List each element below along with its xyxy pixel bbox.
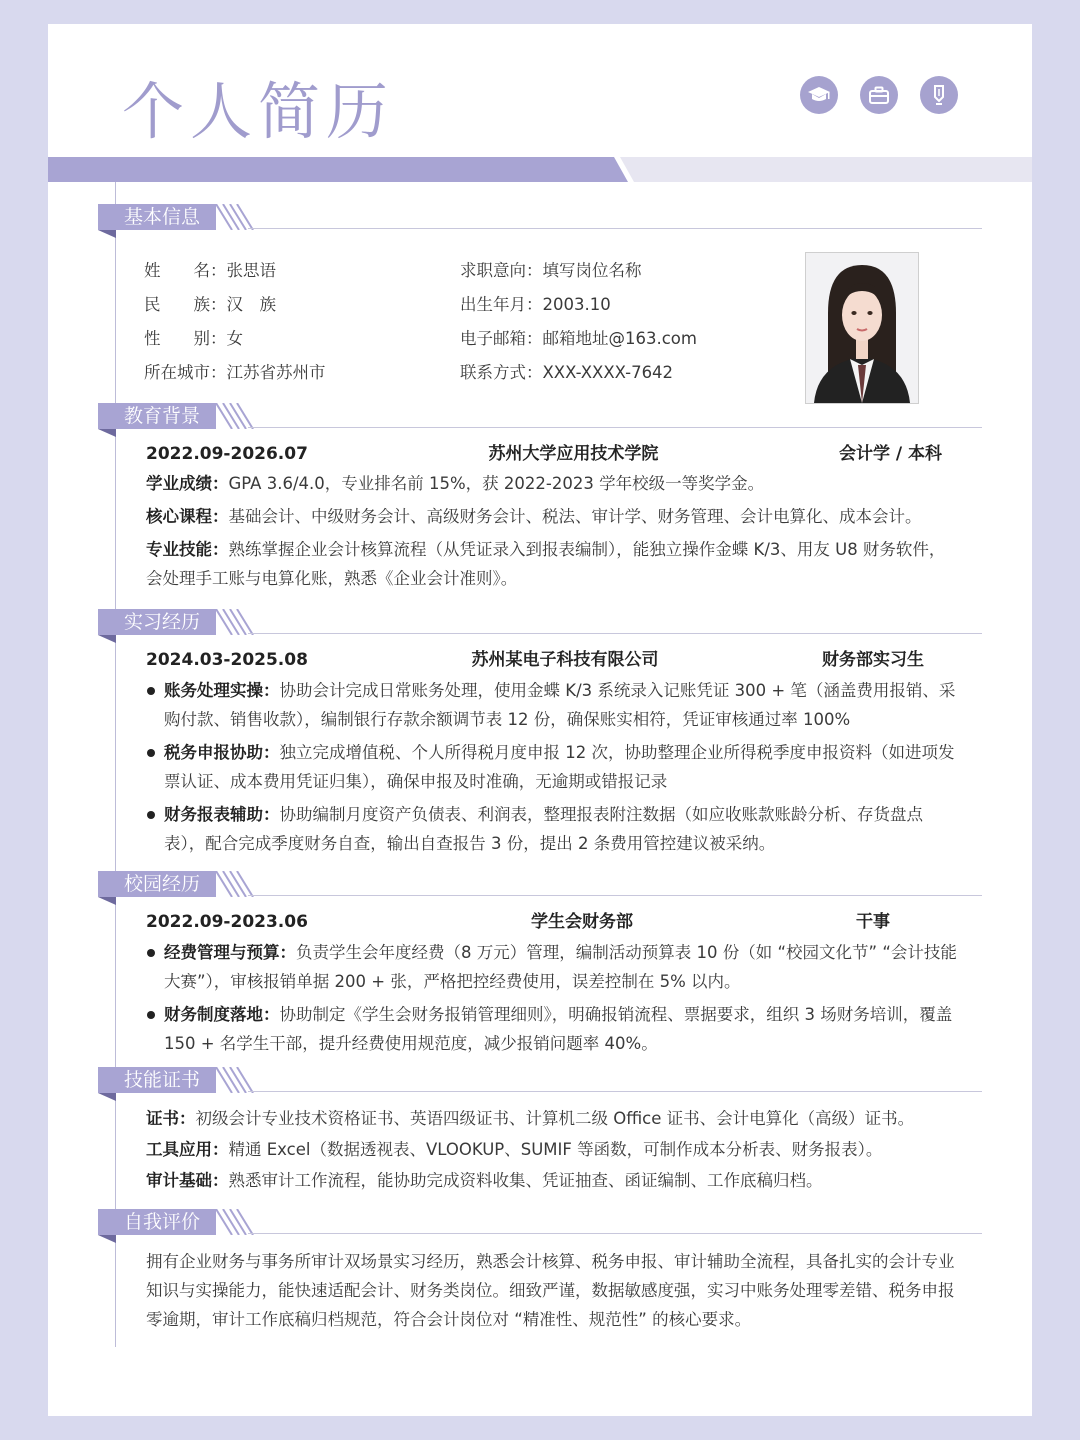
section-header bbox=[98, 609, 982, 637]
city-value: 江苏省苏州市 bbox=[226, 363, 326, 382]
gender-value: 女 bbox=[226, 329, 243, 348]
section-rule bbox=[248, 895, 982, 896]
education-period: 2022.09-2026.07 bbox=[146, 444, 308, 464]
list-item: 税务申报协助：独立完成增值税、个人所得税月度申报 12 次，协助整理企业所得税季度申报资料（如进项发票认证、成本费用凭证归集），确保申报及时准确，无逾期或错报记录 bbox=[164, 738, 960, 796]
section-rule bbox=[248, 633, 982, 634]
profile-photo bbox=[805, 252, 919, 404]
stripes-decoration bbox=[210, 1067, 258, 1093]
resume-page bbox=[48, 24, 1032, 1416]
section-title: 教育背景 bbox=[98, 403, 216, 429]
stripes-decoration bbox=[210, 1209, 258, 1235]
campus-period: 2022.09-2023.06 bbox=[146, 912, 308, 932]
name-label: 姓 名： bbox=[144, 261, 227, 280]
info-row bbox=[144, 320, 764, 354]
header-band bbox=[48, 157, 1032, 182]
education-item: 专业技能：熟练掌握企业会计核算流程（从凭证录入到报表编制），能独立操作金蝶 K/3、用友 U8 财务软件，会处理手工账与电算化账，熟悉《企业会计准则》。 bbox=[146, 540, 946, 588]
portrait-icon bbox=[806, 253, 918, 403]
list-item: 财务制度落地：协助制定《学生会财务报销管理细则》，明确报销流程、票据要求，组织 3 场财务培训，覆盖 150 + 名学生干部，提升经费使用规范度，减少报销问题率 40%。 bbox=[164, 1000, 960, 1058]
info-row bbox=[144, 252, 764, 286]
internship-header bbox=[146, 646, 924, 674]
ethnic-value: 汉 族 bbox=[226, 295, 276, 314]
phone-label: 联系方式： bbox=[460, 363, 543, 382]
section-title: 自我评价 bbox=[98, 1209, 216, 1235]
page-title: 个人简历 bbox=[122, 75, 395, 148]
stripes-decoration bbox=[210, 403, 258, 429]
ribbon-fold bbox=[98, 429, 116, 437]
section-internship bbox=[98, 609, 982, 858]
campus-org: 学生会财务部 bbox=[530, 912, 633, 932]
info-row bbox=[144, 286, 764, 320]
city-label: 所在城市： bbox=[144, 363, 227, 382]
stripes-decoration bbox=[210, 204, 258, 230]
section-education bbox=[98, 403, 982, 593]
skill-item: 审计基础：熟悉审计工作流程，能协助完成资料收集、凭证抽查、函证编制、工作底稿归档。 bbox=[146, 1171, 823, 1190]
skill-item: 证书：初级会计专业技术资格证书、英语四级证书、计算机二级 Office 证书、会计电算化（高级）证书。 bbox=[146, 1109, 915, 1128]
education-item: 核心课程：基础会计、中级财务会计、高级财务会计、税法、审计学、财务管理、会计电算化、成本会计。 bbox=[146, 507, 922, 526]
briefcase-icon bbox=[860, 76, 898, 114]
ribbon-fold bbox=[98, 230, 116, 238]
ribbon-fold bbox=[98, 897, 116, 905]
email-label: 电子邮箱： bbox=[460, 329, 543, 348]
section-skills bbox=[98, 1067, 982, 1195]
section-basic bbox=[98, 204, 982, 232]
section-rule bbox=[248, 1091, 982, 1092]
campus-role: 干事 bbox=[855, 912, 890, 932]
section-header bbox=[98, 871, 982, 899]
section-header bbox=[98, 1067, 982, 1095]
campus-header bbox=[146, 908, 890, 936]
self-eval-text: 拥有企业财务与事务所审计双场景实习经历，熟悉会计核算、税务申报、审计辅助全流程，具备扎实的会计专业知识与实操能力，能快速适配会计、财务类岗位。细致严谨，数据敏感度强，实习中账务处理零差错、税务申报零逾期，审计工作底稿归档规范，符合会计岗位对 “精准性、规范性” 的核心要求。 bbox=[146, 1252, 955, 1329]
name-value: 张思语 bbox=[226, 261, 276, 280]
internship-company: 苏州某电子科技有限公司 bbox=[471, 650, 659, 670]
education-major: 会计学 / 本科 bbox=[838, 444, 942, 464]
info-row bbox=[144, 354, 764, 388]
section-title: 校园经历 bbox=[98, 871, 216, 897]
basic-info bbox=[144, 252, 764, 388]
birth-value: 2003.10 bbox=[542, 295, 611, 314]
ribbon-fold bbox=[98, 1093, 116, 1101]
section-rule bbox=[248, 1233, 982, 1234]
job-label: 求职意向： bbox=[460, 261, 543, 280]
section-campus bbox=[98, 871, 982, 1058]
section-title: 技能证书 bbox=[98, 1067, 216, 1093]
stripes-decoration bbox=[210, 609, 258, 635]
list-item: 经费管理与预算：负责学生会年度经费（8 万元）管理，编制活动预算表 10 份（如 “校园文化节” “会计技能大赛”），审核报销单据 200 + 张，严格把控经费使用，误差控制在 5% 以内。 bbox=[164, 938, 960, 996]
skill-item: 工具应用：精通 Excel（数据透视表、VLOOKUP、SUMIF 等函数，可制作成本分析表、财务报表）。 bbox=[146, 1140, 883, 1159]
ribbon-fold bbox=[98, 1235, 116, 1243]
education-header bbox=[146, 440, 942, 468]
section-title: 实习经历 bbox=[98, 609, 216, 635]
job-value: 填写岗位名称 bbox=[542, 261, 642, 280]
header-icons bbox=[800, 76, 958, 114]
list-item: 账务处理实操：协助会计完成日常账务处理，使用金蝶 K/3 系统录入记账凭证 300 + 笔（涵盖费用报销、采购付款、销售收款），编制银行存款余额调节表 12 份，确保账实相符，凭证审核通过率 100% bbox=[164, 676, 960, 734]
internship-role: 财务部实习生 bbox=[821, 650, 924, 670]
education-item: 学业成绩：GPA 3.6/4.0，专业排名前 15%，获 2022-2023 学年校级一等奖学金。 bbox=[146, 474, 765, 493]
stripes-decoration bbox=[210, 871, 258, 897]
section-self-eval bbox=[98, 1209, 982, 1334]
ribbon-fold bbox=[98, 635, 116, 643]
list-item: 财务报表辅助：协助编制月度资产负债表、利润表，整理报表附注数据（如应收账款账龄分析、存货盘点表），配合完成季度财务自查，输出自查报告 3 份，提出 2 条费用管控建议被采纳。 bbox=[164, 800, 960, 858]
birth-label: 出生年月： bbox=[460, 295, 543, 314]
gender-label: 性 别： bbox=[144, 329, 227, 348]
email-value: 邮箱地址@163.com bbox=[542, 329, 697, 348]
section-header bbox=[98, 403, 982, 431]
section-header bbox=[98, 204, 982, 232]
pen-icon bbox=[920, 76, 958, 114]
section-rule bbox=[248, 427, 982, 428]
education-school: 苏州大学应用技术学院 bbox=[488, 444, 659, 464]
section-header bbox=[98, 1209, 982, 1237]
internship-period: 2024.03-2025.08 bbox=[146, 650, 308, 670]
section-rule bbox=[248, 228, 982, 229]
section-title: 基本信息 bbox=[98, 204, 216, 230]
ethnic-label: 民 族： bbox=[144, 295, 227, 314]
graduation-cap-icon bbox=[800, 76, 838, 114]
phone-value: XXX-XXXX-7642 bbox=[542, 363, 674, 382]
